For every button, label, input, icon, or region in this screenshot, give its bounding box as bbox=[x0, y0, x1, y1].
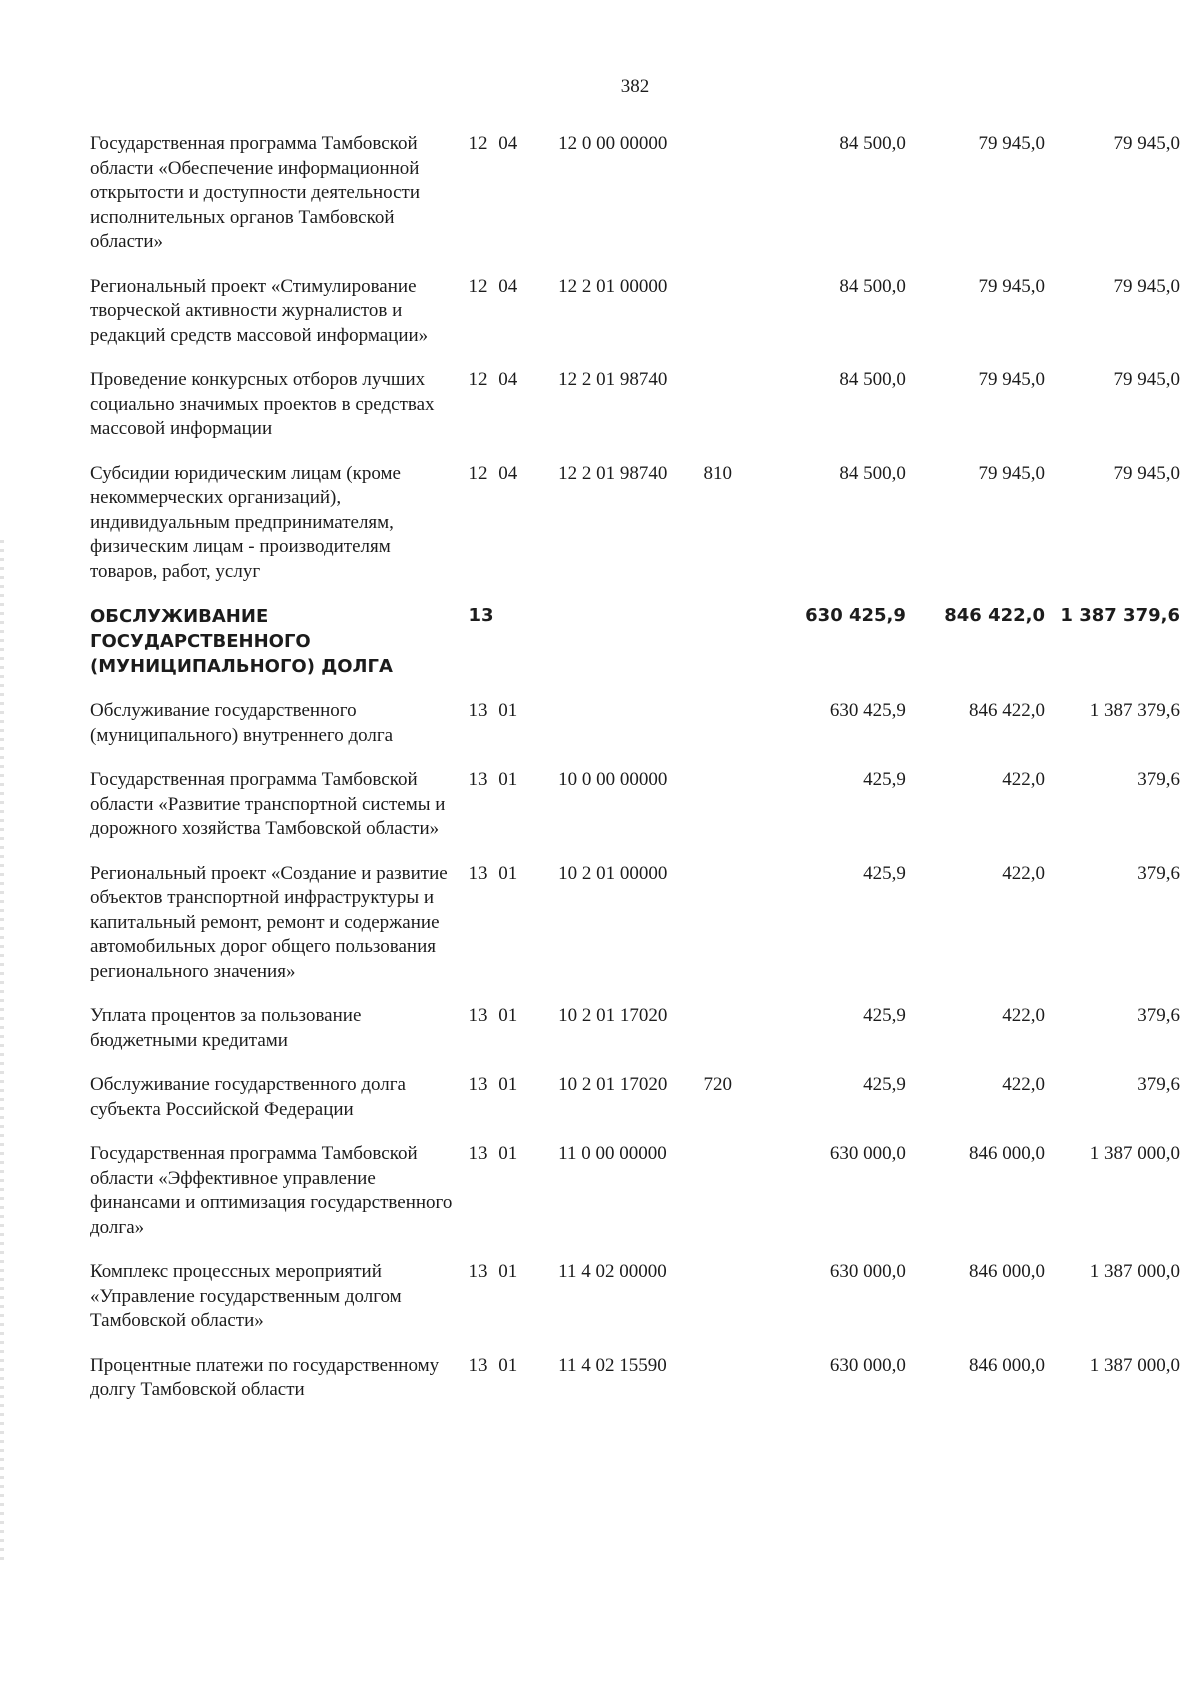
row-section: 13 01 bbox=[468, 1143, 518, 1164]
row-target bbox=[558, 699, 703, 768]
row-name: Обслуживание государственного долга субъекта Российской Федерации bbox=[90, 1074, 406, 1120]
row-section: 13 01 bbox=[468, 1005, 518, 1026]
row-year2: 79 945,0 bbox=[978, 275, 1046, 297]
row-target: 12 2 01 98740 bbox=[558, 369, 668, 390]
row-expense-type bbox=[704, 132, 761, 275]
row-year2: 79 945,0 bbox=[978, 462, 1046, 484]
row-name: Государственная программа Тамбовской области «Обеспечение информационной открытости и доступности деятельности исполнительных органов Тамбовской области» bbox=[90, 133, 421, 252]
row-year3: 379,6 bbox=[1137, 1005, 1180, 1026]
row-expense-type: 720 bbox=[703, 1074, 732, 1095]
row-name: ОБСЛУЖИВАНИЕ ГОСУДАРСТВЕННОГО (МУНИЦИПАЛЬНОГО) ДОЛГА bbox=[90, 606, 393, 677]
table-row bbox=[90, 699, 1180, 768]
row-section: 13 01 bbox=[468, 1074, 518, 1095]
row-year3: 79 945,0 bbox=[1113, 133, 1180, 154]
row-year1: 630 425,9 bbox=[805, 605, 906, 626]
row-year3: 1 387 000,0 bbox=[1089, 1354, 1180, 1376]
row-target: 12 2 01 00000 bbox=[558, 275, 668, 297]
row-expense-type bbox=[704, 768, 761, 862]
row-expense-type bbox=[704, 862, 761, 1005]
table-row bbox=[90, 275, 1180, 369]
row-section: 13 01 bbox=[468, 862, 518, 884]
row-year2: 846 422,0 bbox=[969, 700, 1046, 721]
row-year1: 630 425,9 bbox=[829, 700, 906, 721]
row-year1: 425,9 bbox=[863, 1005, 906, 1026]
row-year1: 425,9 bbox=[863, 1074, 906, 1095]
row-expense-type bbox=[704, 1142, 761, 1260]
row-year1: 630 000,0 bbox=[829, 1354, 906, 1376]
row-target: 12 0 00 00000 bbox=[558, 133, 668, 154]
row-year3: 79 945,0 bbox=[1113, 369, 1180, 390]
row-expense-type bbox=[704, 1004, 761, 1073]
row-section: 13 01 bbox=[468, 700, 518, 721]
row-year2: 846 000,0 bbox=[969, 1354, 1046, 1376]
scan-edge-artifact bbox=[0, 540, 4, 1560]
row-year2: 422,0 bbox=[1002, 1074, 1046, 1095]
row-target: 10 2 01 17020 bbox=[558, 1074, 668, 1095]
row-year3: 1 387 379,6 bbox=[1089, 700, 1180, 721]
row-year2: 422,0 bbox=[1002, 769, 1046, 790]
row-name: Проведение конкурсных отборов лучших социально значимых проектов в средствах массовой информации bbox=[90, 369, 435, 439]
table-row bbox=[90, 462, 1180, 605]
row-target: 10 2 01 00000 bbox=[558, 862, 668, 884]
row-name: Процентные платежи по государственному долгу Тамбовской области bbox=[90, 1354, 440, 1400]
row-expense-type bbox=[704, 1354, 761, 1423]
row-year3: 1 387 379,6 bbox=[1060, 605, 1180, 626]
row-expense-type bbox=[704, 368, 761, 462]
row-name: Субсидии юридическим лицам (кроме некоммерческих организаций), индивидуальным предпринимателям, физическим лицам - производителям товаров, работ, услуг bbox=[90, 462, 401, 582]
row-target: 12 2 01 98740 bbox=[558, 462, 668, 484]
table-row bbox=[90, 768, 1180, 862]
table-row bbox=[90, 1260, 1180, 1354]
row-expense-type bbox=[704, 1260, 761, 1354]
row-expense-type: 810 bbox=[703, 462, 732, 484]
row-year1: 84 500,0 bbox=[839, 133, 906, 154]
row-name: Обслуживание государственного (муниципального) внутреннего долга bbox=[90, 700, 394, 746]
row-year3: 79 945,0 bbox=[1113, 462, 1180, 484]
row-year2: 846 422,0 bbox=[944, 605, 1046, 626]
row-year3: 79 945,0 bbox=[1113, 275, 1180, 297]
table-row bbox=[90, 862, 1180, 1005]
table-row bbox=[90, 1142, 1180, 1260]
row-year1: 425,9 bbox=[863, 769, 906, 790]
table-row-section-heading bbox=[90, 604, 1180, 699]
row-section: 12 04 bbox=[468, 133, 518, 154]
table-row bbox=[90, 1354, 1180, 1423]
row-year3: 379,6 bbox=[1137, 769, 1180, 790]
row-target: 10 0 00 00000 bbox=[558, 769, 668, 790]
row-year2: 846 000,0 bbox=[969, 1143, 1046, 1164]
row-year2: 79 945,0 bbox=[978, 369, 1046, 390]
row-expense-type bbox=[704, 699, 761, 768]
row-target: 11 4 02 00000 bbox=[558, 1261, 667, 1282]
table-row bbox=[90, 1073, 1180, 1142]
row-name: Региональный проект «Стимулирование творческой активности журналистов и редакций средств массовой информации» bbox=[90, 275, 429, 346]
row-expense-type bbox=[704, 275, 761, 369]
row-year1: 630 000,0 bbox=[829, 1261, 906, 1282]
row-year3: 379,6 bbox=[1137, 1074, 1180, 1095]
row-name: Комплекс процессных мероприятий «Управление государственным долгом Тамбовской области» bbox=[90, 1261, 402, 1331]
row-expense-type bbox=[704, 604, 761, 699]
row-year1: 84 500,0 bbox=[839, 275, 906, 297]
page-number: 382 bbox=[620, 76, 650, 97]
row-year1: 84 500,0 bbox=[839, 369, 906, 390]
row-target bbox=[558, 604, 703, 699]
row-year3: 379,6 bbox=[1137, 862, 1180, 884]
row-year1: 630 000,0 bbox=[829, 1143, 906, 1164]
row-name: Государственная программа Тамбовской области «Эффективное управление финансами и оптимизация государственного долга» bbox=[90, 1143, 453, 1238]
row-target: 10 2 01 17020 bbox=[558, 1005, 668, 1026]
row-year2: 846 000,0 bbox=[969, 1261, 1046, 1282]
row-year1: 425,9 bbox=[863, 862, 906, 884]
row-section: 12 04 bbox=[468, 462, 518, 484]
row-year2: 422,0 bbox=[1002, 1005, 1046, 1026]
row-name: Региональный проект «Создание и развитие объектов транспортной инфраструктуры и капитальный ремонт, ремонт и содержание автомобильных дорог общего пользования регионального значения» bbox=[90, 862, 448, 982]
row-target: 11 4 02 15590 bbox=[558, 1354, 667, 1376]
table-row bbox=[90, 1004, 1180, 1073]
row-year3: 1 387 000,0 bbox=[1089, 1143, 1180, 1164]
row-section: 12 04 bbox=[468, 275, 518, 297]
row-year1: 84 500,0 bbox=[839, 462, 906, 484]
row-year3: 1 387 000,0 bbox=[1089, 1261, 1180, 1282]
budget-table-body bbox=[90, 132, 1180, 1423]
row-year2: 422,0 bbox=[1002, 862, 1046, 884]
table-row bbox=[90, 368, 1180, 462]
row-section: 13 bbox=[468, 605, 494, 626]
row-section: 13 01 bbox=[468, 1354, 518, 1376]
row-name: Государственная программа Тамбовской области «Развитие транспортной системы и дорожного хозяйства Тамбовской области» bbox=[90, 769, 446, 839]
table-row bbox=[90, 132, 1180, 275]
row-year2: 79 945,0 bbox=[978, 133, 1046, 154]
row-target: 11 0 00 00000 bbox=[558, 1143, 667, 1164]
row-section: 13 01 bbox=[468, 769, 518, 790]
row-name: Уплата процентов за пользование бюджетными кредитами bbox=[90, 1005, 362, 1051]
budget-table bbox=[90, 132, 1180, 1423]
row-section: 13 01 bbox=[468, 1261, 518, 1282]
row-section: 12 04 bbox=[468, 369, 518, 390]
